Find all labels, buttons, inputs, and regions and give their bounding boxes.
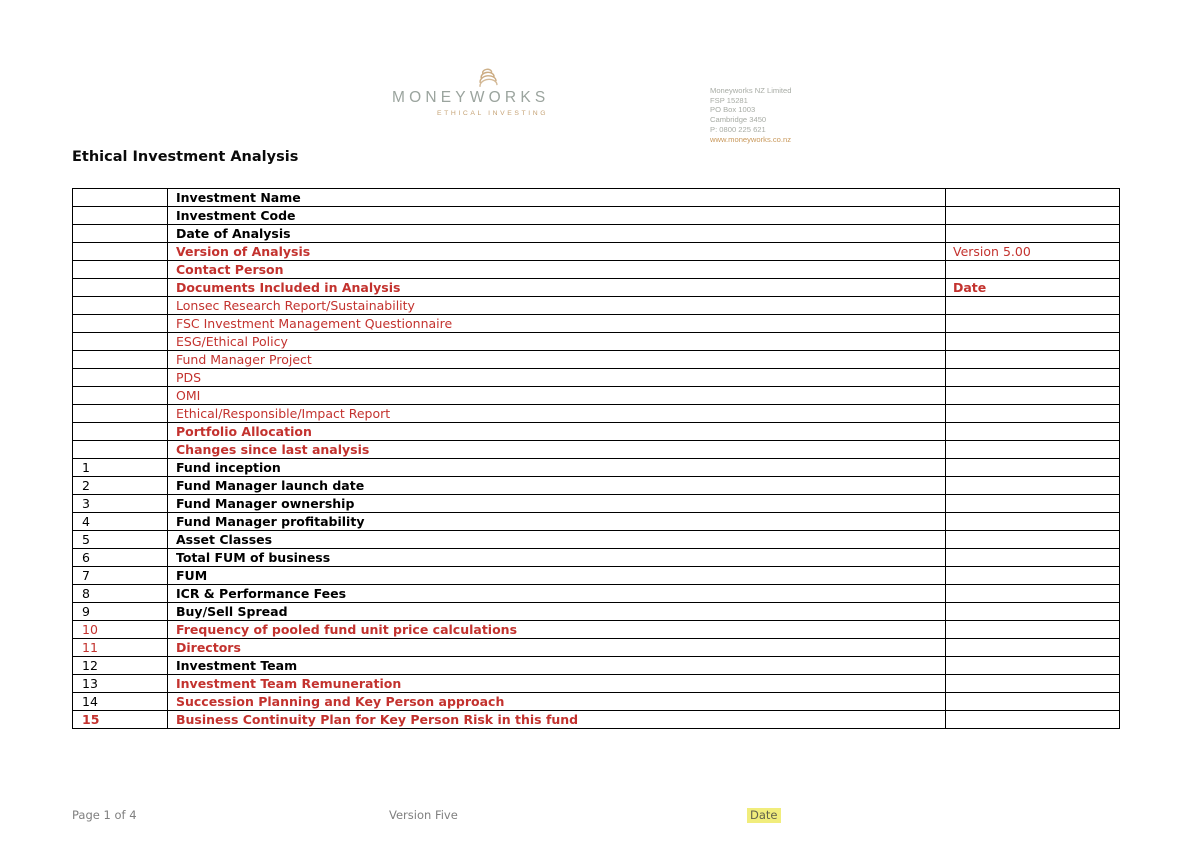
table-row [73, 549, 1120, 567]
row-value-cell [946, 405, 1120, 423]
row-value-cell [946, 585, 1120, 603]
row-label-cell: Fund Manager ownership [168, 495, 946, 513]
row-label-cell: Portfolio Allocation [168, 423, 946, 441]
row-label-cell: Lonsec Research Report/Sustainability [168, 297, 946, 315]
row-value-cell [946, 369, 1120, 387]
row-value-cell [946, 657, 1120, 675]
table-row [73, 189, 1120, 207]
footer-version: Version Five [389, 808, 458, 822]
row-number-cell: 10 [73, 621, 168, 639]
contact-line-phone: P: 0800 225 621 [710, 124, 766, 134]
row-label-cell: Directors [168, 639, 946, 657]
row-value-cell [946, 531, 1120, 549]
table-row [73, 657, 1120, 675]
row-number-cell: 7 [73, 567, 168, 585]
row-number-cell [73, 423, 168, 441]
row-label-cell: Changes since last analysis [168, 441, 946, 459]
row-number-cell: 5 [73, 531, 168, 549]
table-row [73, 297, 1120, 315]
row-number-cell [73, 405, 168, 423]
row-number-cell [73, 261, 168, 279]
row-value-cell [946, 693, 1120, 711]
row-label-cell: ESG/Ethical Policy [168, 333, 946, 351]
row-number-cell: 11 [73, 639, 168, 657]
row-number-cell: 2 [73, 477, 168, 495]
table-row [73, 693, 1120, 711]
contact-line-fsp: FSP 15281 [710, 95, 748, 105]
row-label-cell: Investment Name [168, 189, 946, 207]
row-value-cell [946, 441, 1120, 459]
row-label-cell: Documents Included in Analysis [168, 279, 946, 297]
row-value-cell [946, 351, 1120, 369]
row-value-cell [946, 567, 1120, 585]
row-number-cell [73, 315, 168, 333]
row-label-cell: OMI [168, 387, 946, 405]
company-contact-block [710, 86, 791, 144]
table-row [73, 351, 1120, 369]
row-number-cell [73, 279, 168, 297]
row-label-cell: Fund Manager Project [168, 351, 946, 369]
table-row [73, 279, 1120, 297]
footer-page-number: Page 1 of 4 [72, 808, 137, 822]
row-value-cell [946, 423, 1120, 441]
table-row [73, 333, 1120, 351]
row-value-cell [946, 207, 1120, 225]
row-value-cell [946, 621, 1120, 639]
table-row [73, 585, 1120, 603]
row-number-cell [73, 243, 168, 261]
row-label-cell: Investment Team [168, 657, 946, 675]
table-row [73, 423, 1120, 441]
row-label-cell: Business Continuity Plan for Key Person Risk in this fund [168, 711, 946, 729]
row-value-cell [946, 711, 1120, 729]
table-row [73, 261, 1120, 279]
table-row [73, 603, 1120, 621]
row-label-cell: Frequency of pooled fund unit price calculations [168, 621, 946, 639]
row-number-cell: 1 [73, 459, 168, 477]
page-title: Ethical Investment Analysis [72, 149, 299, 165]
row-value-cell [946, 675, 1120, 693]
row-label-cell: Investment Team Remuneration [168, 675, 946, 693]
row-value-cell [946, 297, 1120, 315]
table-row [73, 513, 1120, 531]
row-label-cell: Fund Manager profitability [168, 513, 946, 531]
row-number-cell [73, 189, 168, 207]
row-label-cell: Ethical/Responsible/Impact Report [168, 405, 946, 423]
row-label-cell: Asset Classes [168, 531, 946, 549]
table-row [73, 675, 1120, 693]
table-row [73, 621, 1120, 639]
row-value-cell [946, 459, 1120, 477]
row-value-cell [946, 261, 1120, 279]
logo-arcs-icon [472, 64, 502, 92]
row-label-cell: Fund inception [168, 459, 946, 477]
row-label-cell: Date of Analysis [168, 225, 946, 243]
row-number-cell: 14 [73, 693, 168, 711]
row-label-cell: Buy/Sell Spread [168, 603, 946, 621]
contact-line-company: Moneyworks NZ Limited [710, 86, 792, 95]
table-row [73, 315, 1120, 333]
row-value-cell [946, 225, 1120, 243]
table-row [73, 711, 1120, 729]
table-row [73, 477, 1120, 495]
table-row [73, 531, 1120, 549]
table-row [73, 243, 1120, 261]
row-number-cell: 6 [73, 549, 168, 567]
row-value-cell [946, 495, 1120, 513]
row-number-cell [73, 369, 168, 387]
row-label-cell: Fund Manager launch date [168, 477, 946, 495]
row-value-cell [946, 333, 1120, 351]
row-label-cell: Version of Analysis [168, 243, 946, 261]
row-value-cell [946, 315, 1120, 333]
contact-line-city: Cambridge 3450 [710, 115, 767, 125]
row-label-cell: FUM [168, 567, 946, 585]
row-value-cell [946, 549, 1120, 567]
row-value-cell [946, 477, 1120, 495]
table-row [73, 207, 1120, 225]
row-number-cell [73, 297, 168, 315]
logo-tagline: ETHICAL INVESTING [437, 110, 549, 117]
row-value-cell [946, 513, 1120, 531]
row-number-cell [73, 225, 168, 243]
contact-line-pobox: PO Box 1003 [710, 105, 756, 115]
row-number-cell [73, 207, 168, 225]
row-value-cell [946, 639, 1120, 657]
table-row [73, 639, 1120, 657]
table-row [73, 459, 1120, 477]
row-number-cell: 8 [73, 585, 168, 603]
row-number-cell [73, 333, 168, 351]
table-row [73, 441, 1120, 459]
row-label-cell: PDS [168, 369, 946, 387]
table-row [73, 567, 1120, 585]
footer-date-highlight: Date [747, 808, 781, 823]
row-number-cell: 9 [73, 603, 168, 621]
row-number-cell [73, 387, 168, 405]
table-row [73, 387, 1120, 405]
row-value-cell [946, 189, 1120, 207]
analysis-table [72, 188, 1120, 729]
row-label-cell: FSC Investment Management Questionnaire [168, 315, 946, 333]
table-row [73, 225, 1120, 243]
row-label-cell: Investment Code [168, 207, 946, 225]
table-row [73, 369, 1120, 387]
row-number-cell: 12 [73, 657, 168, 675]
logo-wordmark: MONEYWORKS [392, 89, 550, 106]
row-number-cell: 4 [73, 513, 168, 531]
row-number-cell: 15 [73, 711, 168, 729]
row-number-cell: 13 [73, 675, 168, 693]
row-value-cell [946, 603, 1120, 621]
table-row [73, 405, 1120, 423]
row-number-cell: 3 [73, 495, 168, 513]
row-value-cell: Date [946, 279, 1120, 297]
row-label-cell: Total FUM of business [168, 549, 946, 567]
row-label-cell: Contact Person [168, 261, 946, 279]
row-value-cell: Version 5.00 [946, 243, 1120, 261]
table-row [73, 495, 1120, 513]
row-label-cell: Succession Planning and Key Person approach [168, 693, 946, 711]
row-number-cell [73, 441, 168, 459]
website-link[interactable]: www.moneyworks.co.nz [710, 134, 792, 144]
row-number-cell [73, 351, 168, 369]
row-label-cell: ICR & Performance Fees [168, 585, 946, 603]
row-value-cell [946, 387, 1120, 405]
